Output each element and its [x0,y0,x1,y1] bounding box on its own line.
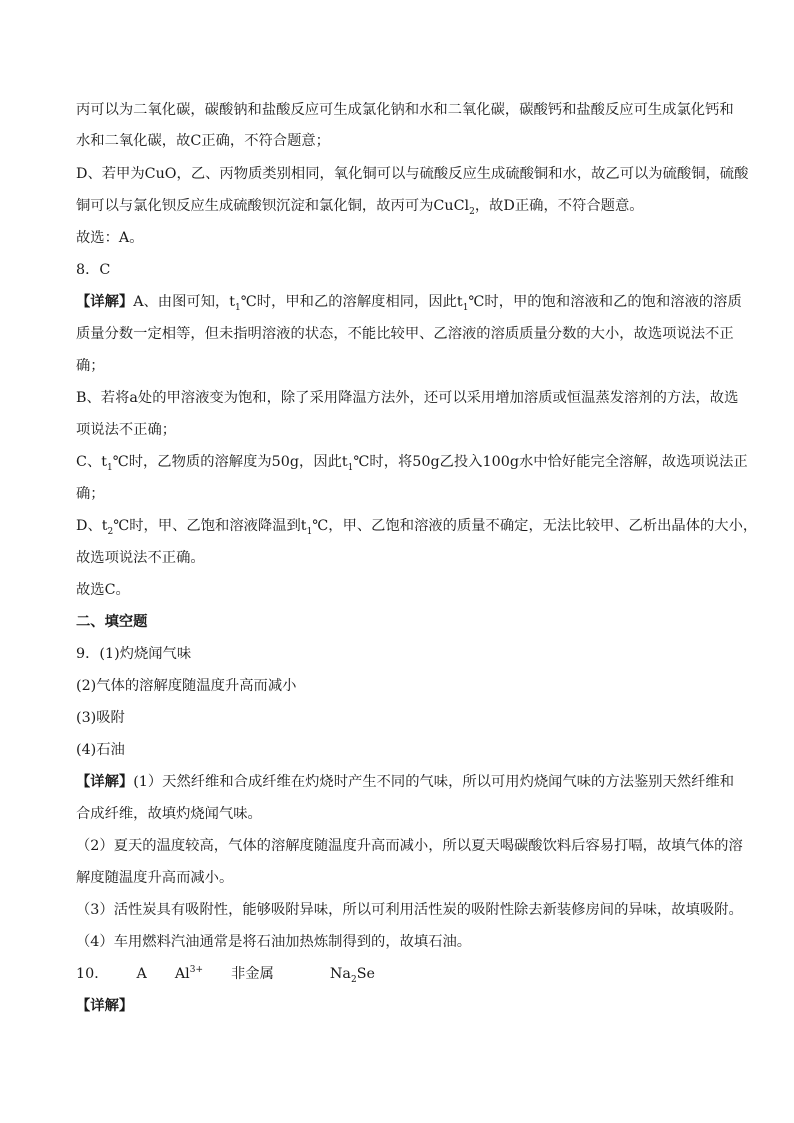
text-line: 质量分数一定相等，但未指明溶液的状态，不能比较甲、乙溶液的溶质质量分数的大小，故选项说法不正 [76,326,734,342]
question-9-answer-1: 9．(1)灼烧闻气味 [76,646,192,662]
detail-tag: 【详解】 [76,998,134,1014]
question-10-answer: 10． A $Al^{3+}$ 非金属 $Na_2Se$ [76,965,375,985]
text-line: 故选C。 [76,582,130,598]
text-line: 丙可以为二氧化碳，碳酸钠和盐酸反应可生成氯化钠和水和二氧化碳，碳酸钙和盐酸反应可生成氯化钙和 [76,102,734,118]
detail-tag: 【详解】 [76,294,134,310]
text-line: （2）夏天的温度较高，气体的溶解度随温度升高而减小，所以夏天喝碳酸饮料后容易打嗝，故填气体的溶 [76,838,743,854]
question-9-answer-4: (4)石油 [76,742,125,758]
text-line: 合成纤维，故填灼烧闻气味。 [76,806,262,822]
section-heading: 二、填空题 [76,614,148,630]
text-line: （3）活性炭具有吸附性，能够吸附异味，所以可利用活性炭的吸附性除去新装修房间的异味，故填吸附。 [76,902,743,918]
text-line: C、$t_1℃$时，乙物质的溶解度为50g，因此$t_1℃$时，将50g乙投入100g水中恰好能完全溶解，故选项说法正 [76,454,748,473]
text-line: （4）车用燃料汽油通常是将石油加热炼制得到的，故填石油。 [76,934,472,950]
text-line: D、$t_2℃$时，甲、乙饱和溶液降温到$t_1℃$，甲、乙饱和溶液的质量不确定，无法比较甲、乙析出晶体的大小， [76,518,758,537]
text-line: B、若将a处的甲溶液变为饱和，除了采用降温方法外，还可以采用增加溶质或恒温蒸发溶剂的方法，故选 [76,390,739,406]
text-line: 故选：A。 [76,230,144,246]
text-line: 确； [76,358,105,374]
question-8-answer: 8．C [76,262,111,278]
text-line: 故选项说法不正确。 [76,550,205,566]
text-line: 【详解】A、由图可知，$t_1℃$时，甲和乙的溶解度相同，因此$t_1℃$时，甲的饱和溶液和乙的饱和溶液的溶质 [76,294,742,313]
detail-tag: 【详解】 [76,774,134,790]
text-line: 项说法不正确； [76,422,177,438]
text-line: 确； [76,486,105,502]
text-line: D、若甲为CuO，乙、丙物质类别相同，氧化铜可以与硫酸反应生成硫酸铜和水，故乙可以为硫酸铜，硫酸 [76,166,749,182]
text-line: 【详解】(1）天然纤维和合成纤维在灼烧时产生不同的气味，所以可用灼烧闻气味的方法鉴别天然纤维和 [76,774,735,790]
text-line: 水和二氧化碳，故C正确，不符合题意； [76,133,330,149]
text-line: 解度随温度升高而减小。 [76,870,234,886]
text-line: 铜可以与氯化钡反应生成硫酸钡沉淀和氯化铜，故丙可为CuCl$_2$，故D正确，不符合题意。 [76,198,644,217]
question-9-answer-2: (2)气体的溶解度随温度升高而减小 [76,678,297,694]
question-9-answer-3: (3)吸附 [76,710,125,726]
